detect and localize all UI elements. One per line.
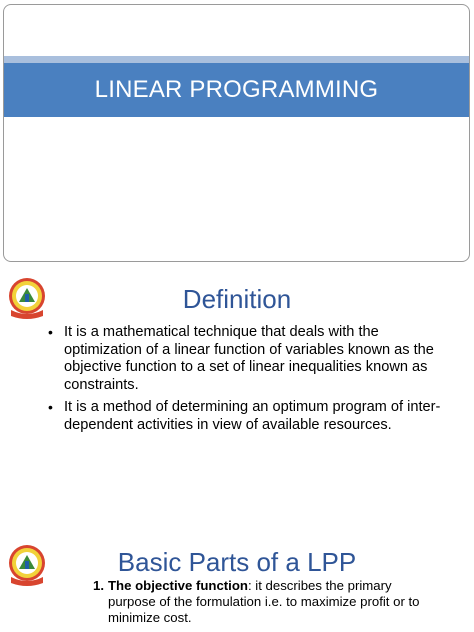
bullet-dot-icon: • [48,399,53,415]
slide-basic-parts [0,535,474,632]
presentation-title: LINEAR PROGRAMMING [94,76,379,103]
bullet-dot-icon: • [48,324,53,340]
numbered-list [93,578,423,627]
title-band [4,63,469,117]
definition-bullets [48,324,458,439]
list-item [48,399,458,434]
slide-definition [0,270,474,470]
bullet-text: It is a method of determining an optimum program of inter-dependent activities in view of available resources. [64,399,441,433]
item-number: 1. [93,578,104,593]
list-item [48,324,458,394]
list-item [93,578,423,627]
item-text: : it describes the primary purpose of the formulation i.e. to maximize profit or to minimize cost. [108,578,420,626]
slide-heading: Definition [182,284,292,314]
slide-title [3,4,470,262]
bullet-text: It is a mathematical technique that deals with the optimization of a linear function of variables known as the objective function to a set of linear inequalities known as constraints. [64,324,434,393]
slide-heading: Basic Parts of a LPP [117,547,357,577]
item-term: The objective function [108,578,248,593]
